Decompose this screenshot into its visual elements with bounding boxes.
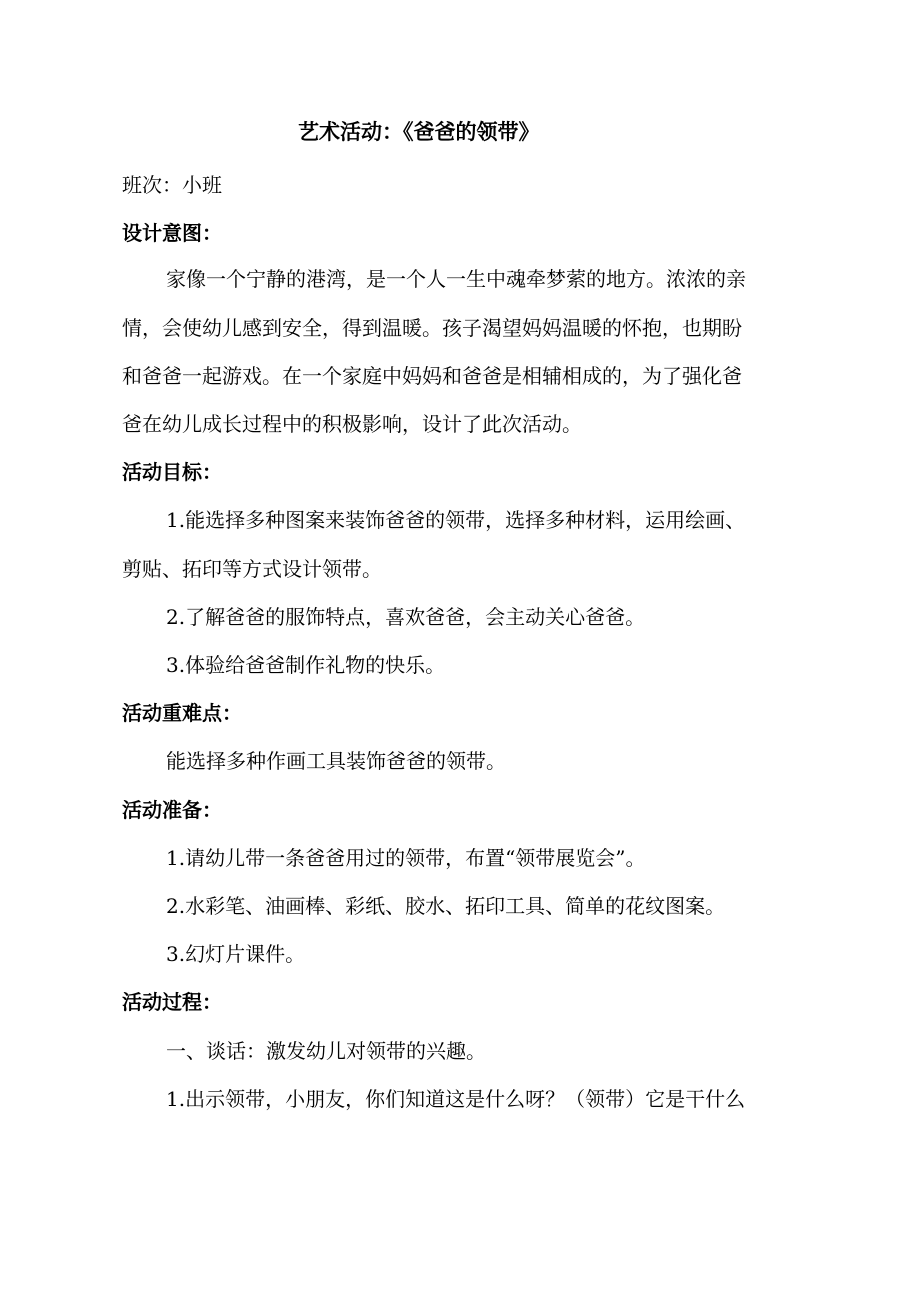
class-line: 班次：小班: [122, 173, 222, 197]
design-intent-line-1: 家像一个宁静的港湾，是一个人一生中魂牵梦萦的地方。浓浓的亲: [166, 267, 746, 291]
goals-heading: 活动目标：: [122, 460, 222, 484]
process-heading: 活动过程：: [122, 990, 222, 1014]
preparation-item-1: 1.请幼儿带一条爸爸用过的领带，布置“领带展览会”。: [166, 846, 646, 870]
goal-item-2: 2.了解爸爸的服饰特点，喜欢爸爸，会主动关心爸爸。: [166, 605, 646, 629]
preparation-item-3: 3.幻灯片课件。: [166, 942, 306, 966]
design-intent-line-4: 爸在幼儿成长过程中的积极影响，设计了此次活动。: [122, 412, 582, 436]
key-points-text: 能选择多种作画工具装饰爸爸的领带。: [166, 749, 506, 773]
process-step-1: 一、谈话：激发幼儿对领带的兴趣。: [166, 1039, 486, 1063]
key-points-heading: 活动重难点：: [122, 701, 242, 725]
goal-item-1-line-1: 1.能选择多种图案来装饰爸爸的领带，选择多种材料，运用绘画、: [166, 508, 746, 532]
design-intent-line-2: 情，会使幼儿感到安全，得到温暖。孩子渴望妈妈温暖的怀抱，也期盼: [122, 316, 742, 340]
preparation-heading: 活动准备：: [122, 798, 222, 822]
design-intent-line-3: 和爸爸一起游戏。在一个家庭中妈妈和爸爸是相辅相成的，为了强化爸: [122, 364, 742, 388]
goal-item-1-line-2: 剪贴、拓印等方式设计领带。: [122, 557, 382, 581]
page-title: 艺术活动：《爸爸的领带》: [298, 120, 540, 144]
preparation-item-2: 2.水彩笔、油画棒、彩纸、胶水、拓印工具、简单的花纹图案。: [166, 894, 726, 918]
process-step-1-item-1: 1.出示领带，小朋友，你们知道这是什么呀？（领带）它是干什么: [166, 1087, 746, 1111]
design-intent-heading: 设计意图：: [122, 221, 222, 245]
goal-item-3: 3.体验给爸爸制作礼物的快乐。: [166, 653, 446, 677]
